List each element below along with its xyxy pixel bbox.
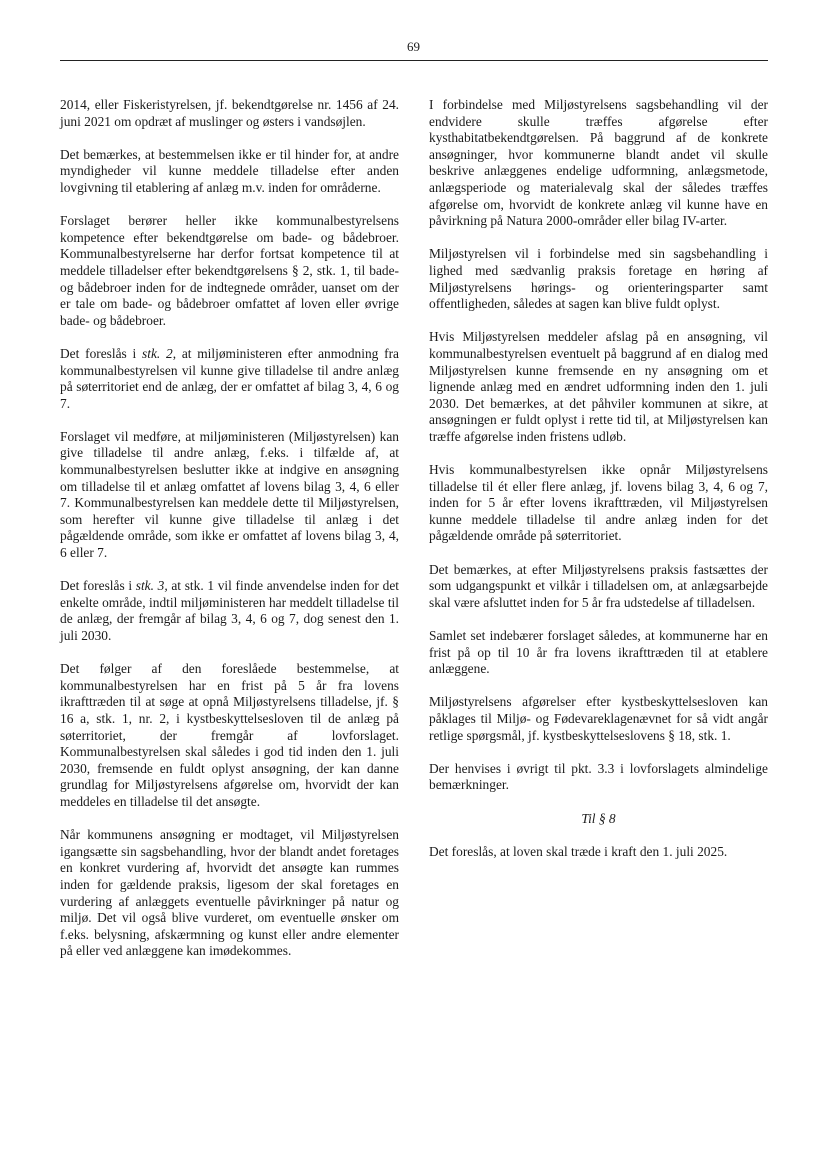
header-rule — [60, 60, 768, 61]
paragraph — [60, 346, 399, 412]
paragraph: Det bemærkes, at efter Miljøstyrelsens praksis fastsættes der som udgangspunkt et vilkår i tilladelsen om, at anlægsarbejde skal være afsluttet inden for 5 år fra udstedelse af tilladelsen. — [429, 561, 768, 610]
page-number: 69 — [407, 39, 420, 54]
paragraph: Der henvises i øvrigt til pkt. 3.3 i lovforslagets almindelige bemærkninger. — [429, 760, 768, 793]
paragraph: Samlet set indebærer forslaget således, at kommunerne har en frist på op til 10 år fra lovens ikrafttræden til at etablere anlæggene. — [429, 628, 768, 677]
section-heading: Til § 8 — [581, 810, 616, 826]
paragraph: Hvis kommunalbestyrelsen ikke opnår Miljøstyrelsens tilladelse til ét eller flere anlæg, jf. lovens bilag 3, 4, 6 og 7, inden for 5 år efter lovens ikrafttræden, vil Miljøstyrelsen kunne meddele tilladelse til andre anlæg inden for det pågældende område på søterritoriet. — [429, 462, 768, 544]
paragraph: I forbindelse med Miljøstyrelsens sagsbehandling vil der endvidere skulle træffes afgørelse efter kysthabitatbekendtgørelsen. På baggrund af de konkrete ansøgninger, hvor kommunerne blandt andet vil skulle beskrive anlæggenes endelige udformning, anlægsmetode, anlægsperiode og materialevalg skal der således træffes afgørelse om, hvorvidt de konkrete anlæg vil kunne have en påvirkning på Natura 2000-områder eller bilag IV-arter. — [429, 97, 768, 229]
paragraph — [60, 578, 399, 644]
paragraph: Forslaget vil medføre, at miljøministeren (Miljøstyrelsen) kan give tilladelse til andre anlæg, f.eks. i tilfælde af, at kommunalbestyrelsen beslutter ikke at indgive en ansøgning om tilladelse til et anlæg omfattet af lovens bilag 3, 4, 6 eller 7. Kommunalbestyrelsen kan meddele dette til Miljøstyrelsen, som herefter vil kunne give tilladelse til anlæg i det pågældende område, som ikke er omfattet af lovens bilag 3, 4, 6 eller 7. — [60, 428, 399, 561]
paragraph: Det bemærkes, at bestemmelsen ikke er til hinder for, at andre myndigheder vil kunne meddele tilladelse efter anden lovgivning til etablering af anlæg m.v. inden for områderne. — [60, 146, 399, 195]
subsection-ref: stk. 3, — [135, 578, 168, 594]
paragraph: Hvis Miljøstyrelsen meddeler afslag på en ansøgning, vil kommunalbestyrelsen eventuelt på baggrund af en dialog med Miljøstyrelsen kunne fremsende en ny ansøgning om et lignende anlæg med en ændret udformning inden den 1. juli 2030. Det bemærkes, at det påhviler kommunen at sikre, at ansøgningen er fuldt oplyst i rette tid til, at Miljøstyrelsen kan træffe afgørelse inden fristens udløb. — [429, 329, 768, 444]
paragraph: Miljøstyrelsens afgørelser efter kystbeskyttelsesloven kan påklages til Miljø- og Fødevareklagenævnet for så vidt angår retlige spørgsmål, jf. kystbeskyttelseslovens § 18, stk. 1. — [429, 694, 768, 743]
paragraph: Forslaget berører heller ikke kommunalbestyrelsens kompetence efter bekendtgørelse om bade- og bådebroer. Kommunalbestyrelserne har derfor fortsat kompetence til at meddele tilladelser efter bekendtgørelsens § 2, stk. 1, til bade- og bådebroer inden for de indtegnede områder, uanset om der er tale om bade- og bådebroer omfattet af loven eller øvrige bade- og bådebroer. — [60, 213, 399, 328]
paragraph: 2014, eller Fiskeristyrelsen, jf. bekendtgørelse nr. 1456 af 24. juni 2021 om opdræt af muslinger og østers i vandsøjlen. — [60, 97, 399, 129]
subsection-ref: stk. 2 — [142, 345, 173, 361]
text-run: Det foreslås i — [60, 578, 136, 594]
text-run: at stk. 1 vil finde anvendelse inden for det enkelte område, indtil miljøministeren har meddelt tilladelse til de anlæg, der fremgår af bilag 3, 4, 6 og 7, dog senest den 1. juli 2030. — [60, 578, 399, 643]
paragraph: Miljøstyrelsen vil i forbindelse med sin sagsbehandling i lighed med sædvanlig praksis foretage en høring af Miljøstyrelsens hørings- og orienteringsparter samt offentligheden, således at sagen kan blive fuldt oplyst. — [429, 246, 768, 312]
text-run: Det foreslås i — [60, 345, 143, 361]
left-column — [60, 97, 399, 976]
paragraph: Det foreslås, at loven skal træde i kraft den 1. juli 2025. — [429, 843, 728, 859]
paragraph: Det følger af den foreslåede bestemmelse, at kommunalbestyrelsen har en frist på 5 år fra lovens ikrafttræden til at søge at opnå Miljøstyrelsens tilladelse, jf. § 16 a, stk. 1, nr. 2, i kystbeskyttelsesloven til de anlæg på søterritoriet, der fremgår af lovforslaget. Kommunalbestyrelsen skal således i god tid inden den 1. juli 2030, fremsende en fuldt oplyst ansøgning, der kan danne grundlag for Miljøstyrelsens afgørelse om, hvorvidt der kan meddeles en tilladelse til det ansøgte. — [60, 661, 399, 809]
right-column — [429, 97, 768, 877]
text-run: , at miljøministeren efter anmodning fra kommunalbestyrelsen vil kunne give tilladelse til andre anlæg på søterritoriet end de anlæg, der er omfattet af bilag 3, 4, 6 og 7. — [60, 345, 399, 411]
paragraph: Når kommunens ansøgning er modtaget, vil Miljøstyrelsen igangsætte sin sagsbehandling, hvor der blandt andet foretages en konkret vurdering af, hvorvidt det ansøgte kan rummes inden for gældende praksis, ligesom der skal foretages en vurdering af anlæggets eventuelle påvirkninger på natur og miljø. Det vil også blive vurderet, om eventuelle ønsker om f.eks. belysning, afskærmning og kunst eller andre elementer på eller ved anlæggene kan imødekommes. — [60, 827, 399, 959]
